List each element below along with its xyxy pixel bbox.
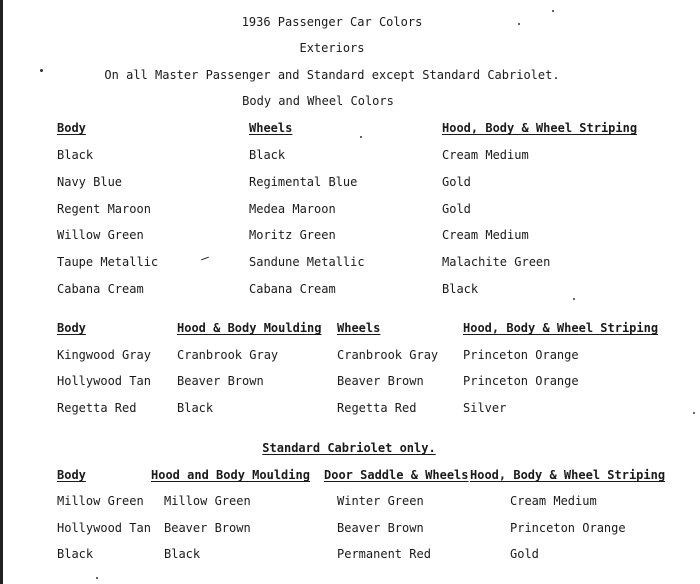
section3-cell: Princeton Orange: [510, 521, 626, 535]
section1-cell: Sandune Metallic: [249, 255, 365, 269]
section2-cell: Kingwood Gray: [57, 348, 151, 362]
section2-cell: Princeton Orange: [463, 348, 579, 362]
section1-cell: Cabana Cream: [57, 282, 144, 296]
scan-speck: [201, 257, 209, 261]
section3-cell: Black: [57, 547, 94, 561]
section1-header-wheels: Wheels: [249, 121, 293, 135]
section3-heading: Standard Cabriolet only.: [262, 441, 436, 455]
scan-speck: [552, 10, 554, 12]
section1-cell: Moritz Green: [249, 228, 336, 242]
section3-cell: Millow Green: [164, 494, 251, 508]
scan-speck: [40, 69, 43, 72]
section1-cell: Taupe Metallic: [57, 255, 159, 269]
section3-cell: Gold: [510, 547, 539, 561]
section2-cell: Princeton Orange: [463, 374, 579, 388]
section1-cell: Gold: [442, 202, 471, 216]
section2-cell: Silver: [463, 401, 507, 415]
scan-speck: [360, 136, 362, 138]
section1-cell: Regimental Blue: [249, 175, 358, 189]
scan-speck: [693, 412, 695, 414]
section1-cell: Navy Blue: [57, 175, 123, 189]
section2-cell: Cranbrook Gray: [337, 348, 439, 362]
section1-cell: Black: [249, 148, 286, 162]
section2-cell: Beaver Brown: [337, 374, 424, 388]
section1-cell: Regent Maroon: [57, 202, 151, 216]
section3-header-door-saddle: Door Saddle & Wheels: [324, 468, 469, 482]
scan-speck: [96, 577, 98, 579]
section1-cell: Willow Green: [57, 228, 144, 242]
section2-cell: Black: [177, 401, 214, 415]
section3-cell: Beaver Brown: [337, 521, 424, 535]
section1-cell: Malachite Green: [442, 255, 551, 269]
document-subtitle: Exteriors: [299, 41, 365, 55]
section1-header-striping: Hood, Body & Wheel Striping: [442, 121, 638, 135]
section1-cell: Black: [442, 282, 479, 296]
section3-cell: Permanent Red: [337, 547, 431, 561]
section3-cell: Millow Green: [57, 494, 144, 508]
section1-cell: Black: [57, 148, 94, 162]
section1-heading: Body and Wheel Colors: [242, 94, 394, 108]
scan-speck: [573, 298, 575, 300]
document-note: On all Master Passenger and Standard except Standard Cabriolet.: [104, 68, 560, 82]
section2-header-striping: Hood, Body & Wheel Striping: [463, 321, 659, 335]
section1-header-body: Body: [57, 121, 86, 135]
section2-header-moulding: Hood & Body Moulding: [177, 321, 322, 335]
section1-cell: Gold: [442, 175, 471, 189]
section2-cell: Regetta Red: [57, 401, 137, 415]
section3-header-moulding: Hood and Body Moulding: [151, 468, 310, 482]
section1-cell: Cream Medium: [442, 228, 529, 242]
section3-cell: Hollywood Tan: [57, 521, 151, 535]
document-title: 1936 Passenger Car Colors: [241, 15, 423, 29]
section3-cell: Beaver Brown: [164, 521, 251, 535]
section2-cell: Hollywood Tan: [57, 374, 151, 388]
section2-cell: Cranbrook Gray: [177, 348, 279, 362]
section2-header-body: Body: [57, 321, 86, 335]
section3-header-striping: Hood, Body & Wheel Striping: [470, 468, 666, 482]
section1-cell: Cream Medium: [442, 148, 529, 162]
section3-header-body: Body: [57, 468, 86, 482]
section3-cell: Winter Green: [337, 494, 424, 508]
section2-cell: Beaver Brown: [177, 374, 264, 388]
page-edge: [0, 0, 3, 584]
section3-cell: Cream Medium: [510, 494, 597, 508]
section2-header-wheels: Wheels: [337, 321, 381, 335]
section3-cell: Black: [164, 547, 201, 561]
scan-speck: [518, 23, 520, 25]
section1-cell: Cabana Cream: [249, 282, 336, 296]
section1-cell: Medea Maroon: [249, 202, 336, 216]
section2-cell: Regetta Red: [337, 401, 417, 415]
